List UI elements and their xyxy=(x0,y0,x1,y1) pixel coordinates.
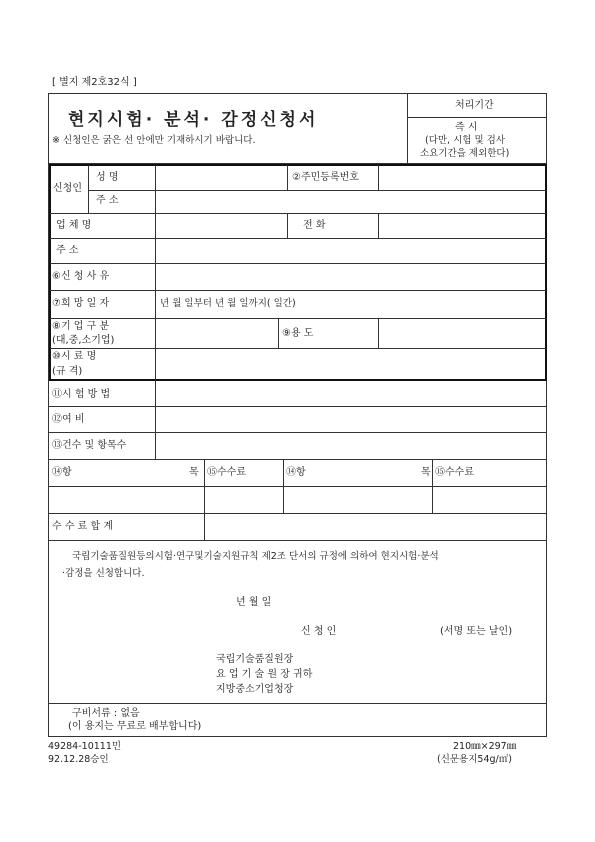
company-size-label: ⑧기 업 구 분 xyxy=(52,321,110,332)
paper-type: (신문용지54g/㎡) xyxy=(437,754,512,765)
free-distribution-note: (이 용지는 무료로 배부합니다) xyxy=(68,721,202,732)
sample-spec-label: (규 격) xyxy=(52,366,83,377)
item-b-label: ⑭항 xyxy=(286,467,306,478)
form-title: 현지시험· 분석· 감정신청서 xyxy=(68,110,319,130)
applicant-address-label: 주 소 xyxy=(96,195,119,206)
declaration-text-1: 국립기술품질원등의시험·연구및기술지원규칙 제2조 단서의 규정에 의하여 현지시험·분석 xyxy=(72,551,439,562)
application-date[interactable]: 년 월 일 xyxy=(236,597,272,608)
company-address-label: 주 소 xyxy=(56,245,79,256)
applicant-signature-label: 신 청 인 xyxy=(301,626,337,637)
applicant-address-field[interactable] xyxy=(157,191,544,212)
travel-expense-label: ⑫여 비 xyxy=(52,414,85,425)
phone-label: 전 화 xyxy=(303,220,326,231)
form-number: [ 별지 제2호32식 ] xyxy=(52,77,137,88)
item-count-label: ⑬건수 및 항목수 xyxy=(52,440,127,451)
company-address-field[interactable] xyxy=(157,239,544,262)
applicant-name-field[interactable] xyxy=(157,166,286,189)
company-size-field[interactable] xyxy=(157,319,277,347)
fee-total-label: 수 수 료 합 계 xyxy=(52,521,114,532)
phone-field[interactable] xyxy=(380,214,544,237)
approval-date: 92.12.28승인 xyxy=(48,754,109,765)
item-a-label: ⑭항 xyxy=(52,467,72,478)
item-a-label-end: 목 xyxy=(189,467,199,478)
paper-size: 210㎜×297㎜ xyxy=(453,741,517,752)
processing-period-label: 처리기간 xyxy=(455,100,494,111)
sample-name-field[interactable] xyxy=(157,349,544,379)
rrn-label: ②주민등록번호 xyxy=(292,172,359,183)
fee-a-label: ⑮수수료 xyxy=(207,467,246,478)
form-code: 49284-10111민 xyxy=(48,741,122,752)
purpose-field[interactable] xyxy=(380,319,544,347)
declaration-text-2: ·감정을 신청합니다. xyxy=(62,568,145,579)
signature-field[interactable]: (서명 또는 날인) xyxy=(440,626,513,637)
rrn-field[interactable] xyxy=(380,166,544,189)
sample-name-label: ⑩시 료 명 xyxy=(52,351,97,362)
request-reason-field[interactable] xyxy=(157,264,544,289)
processing-period-value: 즉 시 xyxy=(455,122,478,133)
desired-date-field[interactable]: 년 월 일부터 년 월 일까지( 일간) xyxy=(160,298,296,309)
processing-period-detail-2: 소요기간을 제외한다) xyxy=(420,148,510,159)
test-method-label: ⑪시 험 방 법 xyxy=(52,389,111,400)
applicant-group-label: 신청인 xyxy=(53,183,82,194)
recipient-line-1: 국립기술품질원장 xyxy=(216,654,294,665)
company-size-sub-label: (대,중,소기업) xyxy=(52,335,115,346)
fee-b-label: ⑮수수료 xyxy=(435,467,474,478)
instruction-note: ※ 신청인은 굵은 선 안에만 기재하시기 바랍니다. xyxy=(52,135,256,146)
processing-period-detail-1: (다만, 시험 및 검사 xyxy=(425,135,506,146)
recipient-line-3: 지방중소기업청장 xyxy=(216,684,294,695)
recipient-line-2: 요 업 기 술 원 장 귀하 xyxy=(216,669,313,680)
item-b-label-end: 목 xyxy=(421,467,431,478)
company-name-field[interactable] xyxy=(157,214,286,237)
request-reason-label: ⑥신 청 사 유 xyxy=(52,271,110,282)
required-documents: 구비서류 : 없음 xyxy=(72,708,140,719)
applicant-name-label: 성 명 xyxy=(96,172,119,183)
purpose-label: ⑨용 도 xyxy=(282,328,314,339)
company-name-label: 업 체 명 xyxy=(56,220,92,231)
desired-date-label: ⑦희 망 일 자 xyxy=(52,298,110,309)
